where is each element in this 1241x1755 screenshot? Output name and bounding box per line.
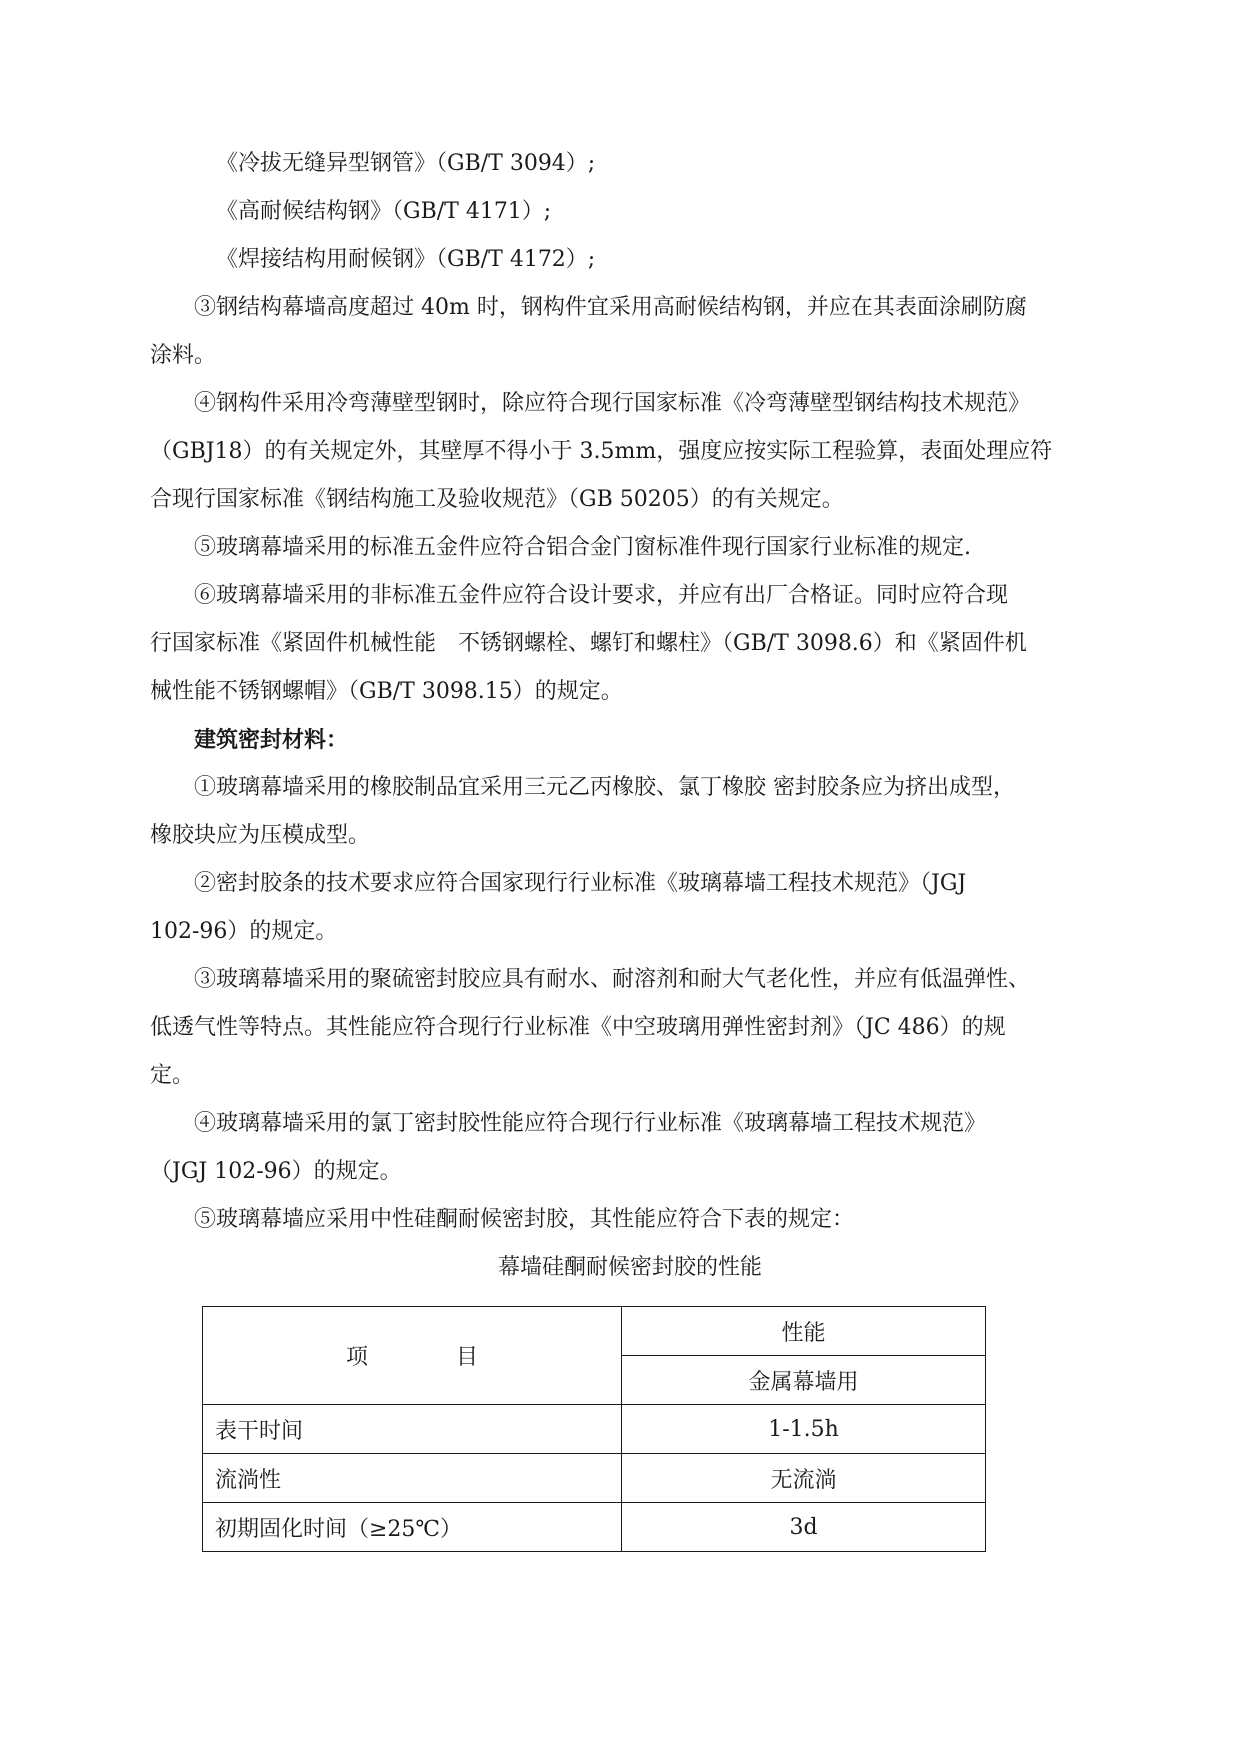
text-line: 涂料。 [150,343,217,368]
row-value-cell: 无流淌 [622,1454,986,1503]
text-line: （GBJ18）的有关规定外，其壁厚不得小于 3.5mm，强度应按实际工程验算，表面处理应符 [150,439,1053,464]
table-row [203,1405,986,1454]
header-metal-curtain-wall-cell: 金属幕墙用 [622,1356,986,1405]
header-item-b: 目 [456,1345,479,1370]
header-item-cell [203,1307,622,1405]
row-item-cell: 流淌性 [203,1454,622,1503]
row-value-cell: 1-1.5h [622,1405,986,1454]
table-row [203,1503,986,1552]
text-line: 102-96）的规定。 [150,919,338,944]
text-line: 低透气性等特点。其性能应符合现行行业标准《中空玻璃用弹性密封剂》（JC 486）的规 [150,1015,1006,1040]
row-value-cell: 3d [622,1503,986,1552]
text-line: 橡胶块应为压模成型。 [150,823,371,848]
text-line: ④玻璃幕墙采用的氯丁密封胶性能应符合现行行业标准《玻璃幕墙工程技术规范》 [194,1111,987,1136]
text-line: ③钢结构幕墙高度超过 40m 时，钢构件宜采用高耐候结构钢，并应在其表面涂刷防腐 [194,295,1027,320]
text-line: ②密封胶条的技术要求应符合国家现行行业标准《玻璃幕墙工程技术规范》（JGJ [194,871,967,896]
table-row [203,1454,986,1503]
text-line: 《高耐候结构钢》（GB/T 4171）; [216,199,552,224]
row-item-cell: 表干时间 [203,1405,622,1454]
header-item-a: 项 [345,1345,368,1370]
text-line: 合现行国家标准《钢结构施工及验收规范》（GB 50205）的有关规定。 [150,487,844,512]
text-line: 定。 [150,1063,195,1088]
document-body [150,140,1110,1292]
text-line: 《冷拔无缝异型钢管》（GB/T 3094）; [216,151,596,176]
row-item-cell: 初期固化时间（≥25℃） [203,1503,622,1552]
text-line: 行国家标准《紧固件机械性能 不锈钢螺栓、螺钉和螺柱》（GB/T 3098.6）和《紧固件机 [150,631,1027,656]
text-line: （JGJ 102-96）的规定。 [150,1159,402,1184]
text-line: ③玻璃幕墙采用的聚硫密封胶应具有耐水、耐溶剂和耐大气老化性，并应有低温弹性、 [194,967,1031,992]
text-line: 械性能不锈钢螺帽》（GB/T 3098.15）的规定。 [150,679,623,704]
table-caption: 幕墙硅酮耐候密封胶的性能 [497,1255,762,1280]
header-performance-cell: 性能 [622,1307,986,1356]
text-line: ①玻璃幕墙采用的橡胶制品宜采用三元乙丙橡胶、氯丁橡胶 密封胶条应为挤出成型， [194,775,1015,800]
sealant-performance-table [202,1306,986,1552]
section-heading: 建筑密封材料： [194,727,349,753]
text-line: 《焊接结构用耐候钢》（GB/T 4172）; [216,247,596,272]
text-line: ⑤玻璃幕墙采用的标准五金件应符合铝合金门窗标准件现行国家行业标准的规定. [194,535,971,560]
text-line: ④钢构件采用冷弯薄壁型钢时，除应符合现行国家标准《冷弯薄壁型钢结构技术规范》 [194,391,1031,416]
text-line: ⑤玻璃幕墙应采用中性硅酮耐候密封胶，其性能应符合下表的规定： [194,1207,855,1232]
table-header-row [203,1307,986,1356]
text-line: ⑥玻璃幕墙采用的非标准五金件应符合设计要求，并应有出厂合格证。同时应符合现 [194,583,1009,608]
